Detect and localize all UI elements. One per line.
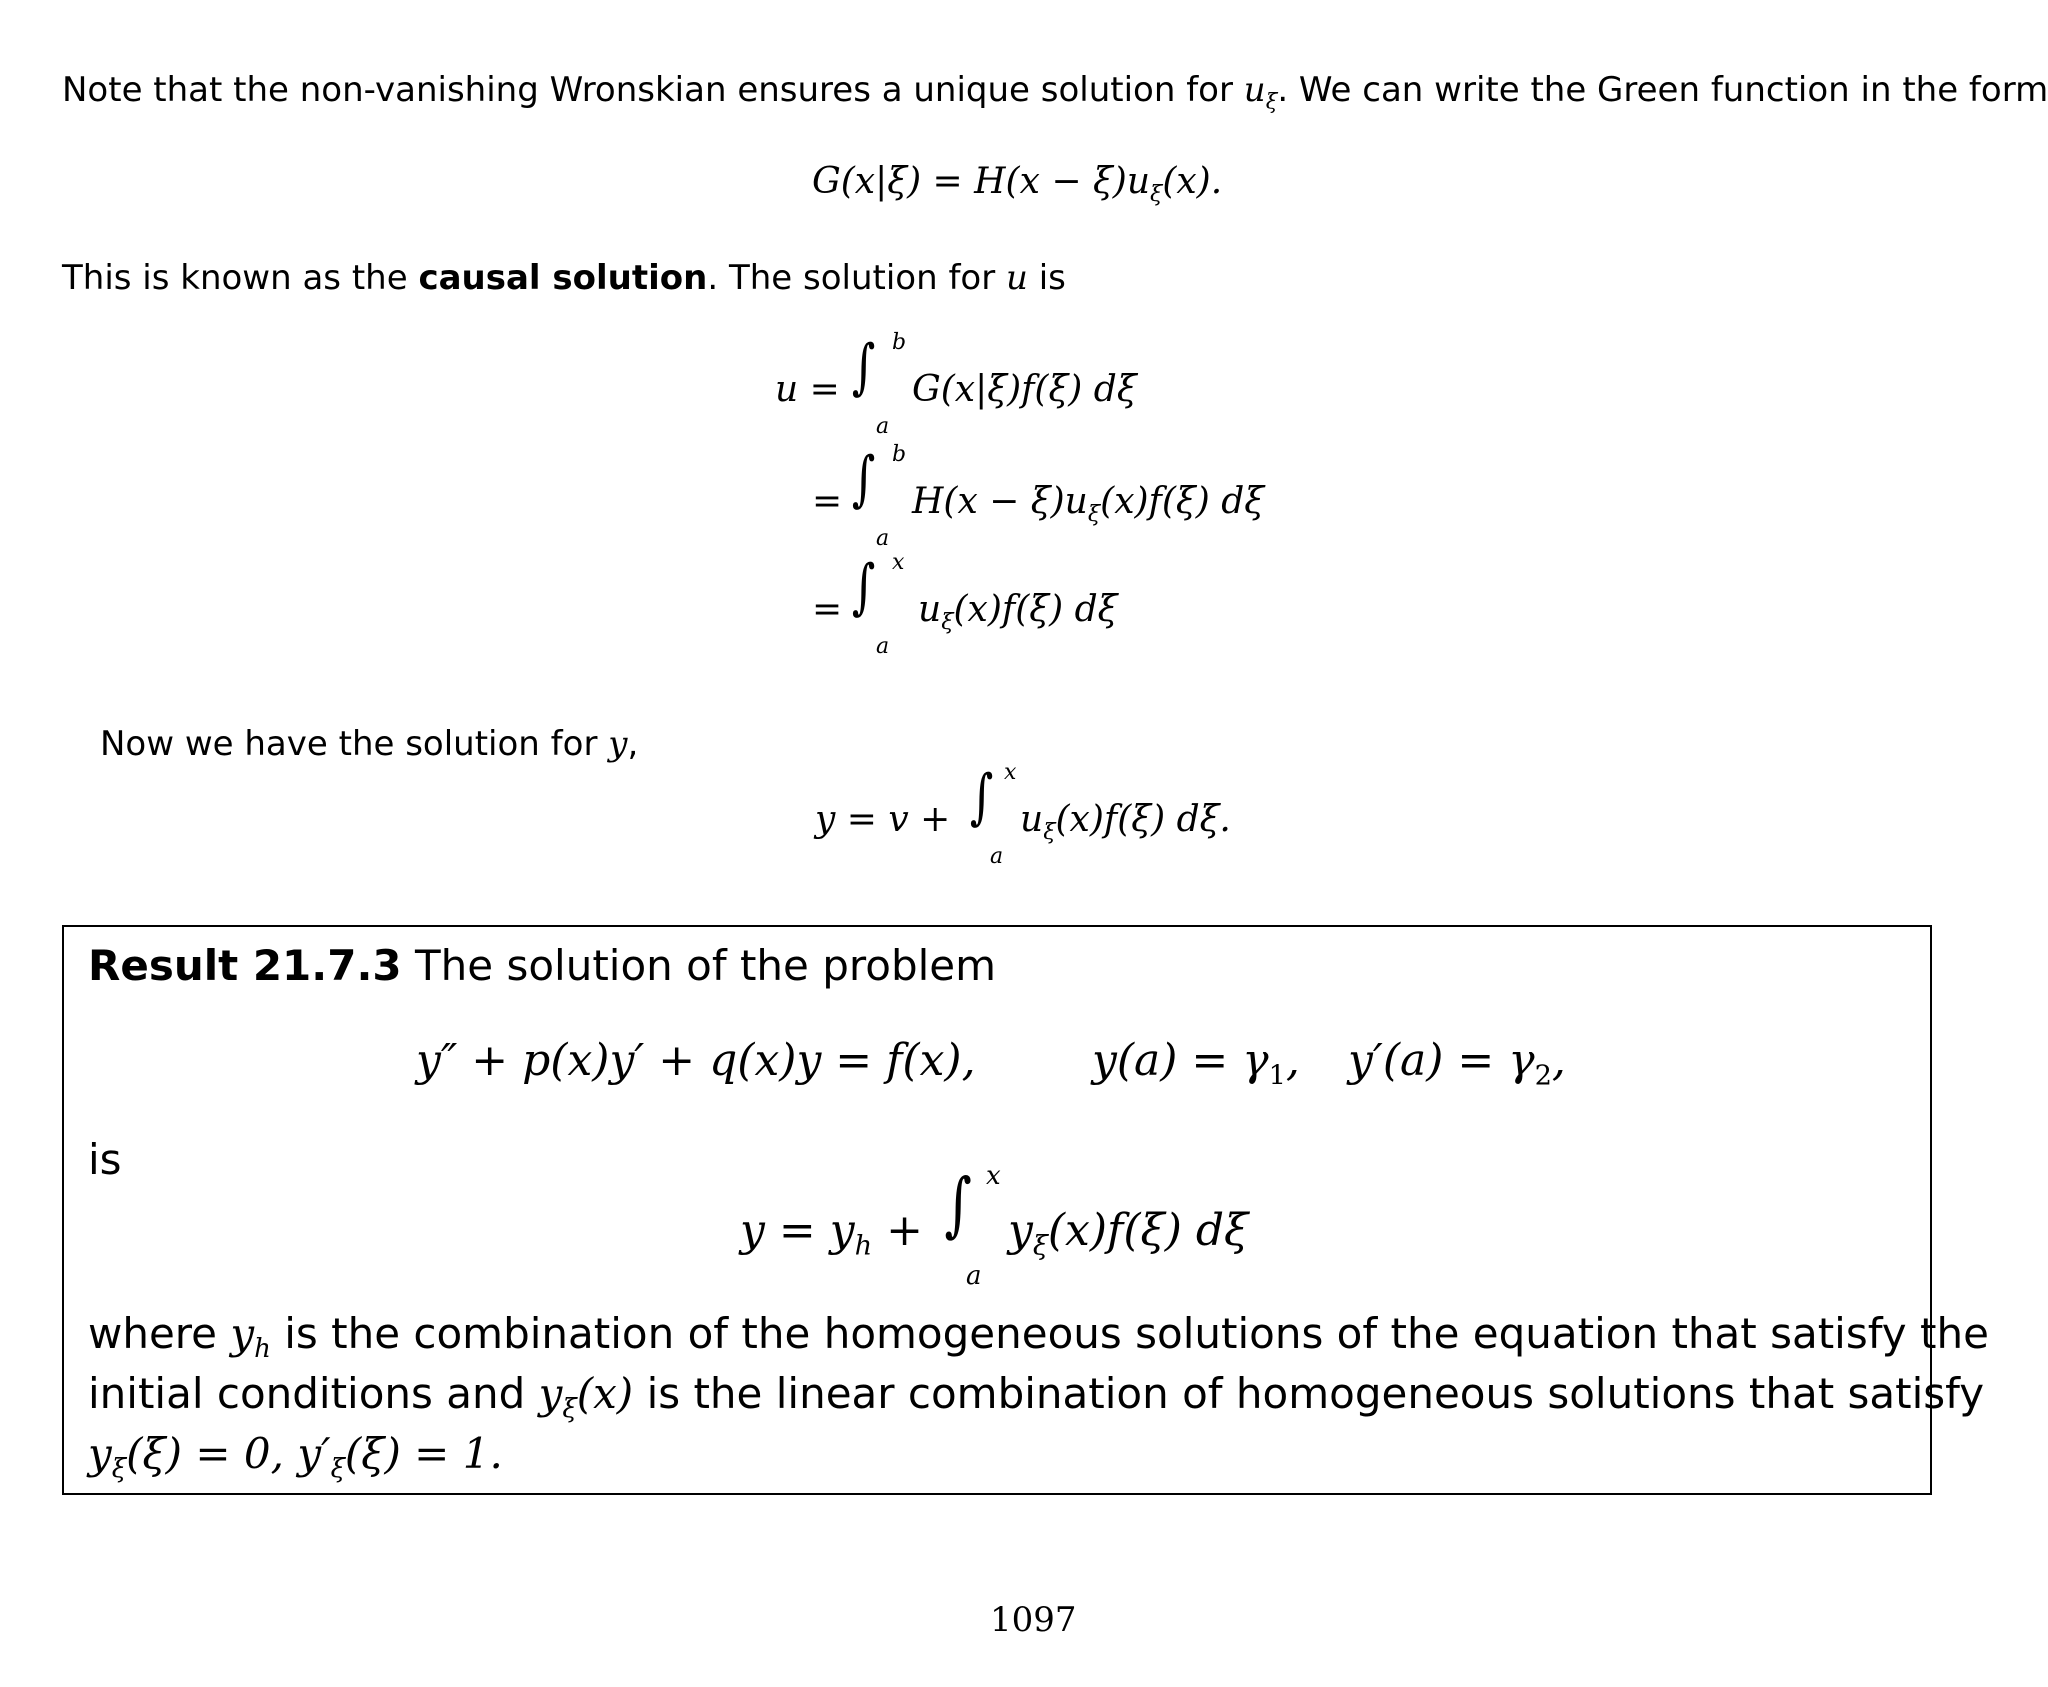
eq2-eq3: = [812, 589, 843, 630]
integral-lower-a: a [966, 1261, 982, 1291]
integral-sign: ∫ [944, 1163, 972, 1245]
integral-sign: ∫ [851, 332, 876, 402]
bold-causal-solution: causal solution [418, 258, 708, 298]
result-box [62, 925, 1989, 1495]
var-yxi: $y_\xi(x)$ [538, 1369, 634, 1425]
para1-text-b: . We can write the Green function in the form [1277, 70, 2048, 110]
eq2-line1: G(x|ξ)f(ξ) dξ [912, 369, 1137, 410]
integral-upper-x: x [986, 1161, 1001, 1191]
paragraph-wronskian [62, 70, 2048, 121]
result-ode: y″ + p(x)y′ + q(x)y = f(x), [416, 1035, 976, 1086]
integral-sign: ∫ [851, 552, 876, 622]
result-ic1: $y(a) = \gamma_1$, [1092, 1035, 1300, 1092]
result-heading [88, 941, 996, 991]
result-line1: where $y_h$ is the combination of the homogeneous solutions of the equation that satisfy the [88, 1309, 1989, 1365]
integral-lower-a: a [876, 634, 890, 659]
paragraph-solution-y: Now we have the solution for y, [100, 724, 639, 764]
result-label: Result 21.7.3 [88, 941, 402, 990]
integral-upper-x: x [892, 550, 905, 575]
eq2-lhs: u = [775, 369, 840, 410]
var-u: $u_\xi$ [1243, 70, 1278, 114]
integral-lower-a: a [876, 526, 890, 551]
eq3-body: $u_\xi(x)f(\xi)$ dξ. [1020, 799, 1231, 845]
integral-upper-b: b [892, 330, 907, 355]
integral-lower-a: a [990, 844, 1004, 869]
equation-green-function: $G(x|\xi) = H(x - \xi)u_\xi(x)$. [812, 161, 1223, 207]
result-sol-body: $y_\xi(x)f(\xi)$ dξ [1008, 1205, 1249, 1262]
eq2-eq2: = [812, 481, 843, 522]
eq2-line3: $u_\xi(x)f(\xi)$ dξ [918, 589, 1118, 635]
eq3-lhs: y = v + [815, 799, 951, 840]
integral-lower-a: a [876, 414, 890, 439]
result-is: is [88, 1135, 122, 1184]
result-line3: $y_\xi(\xi) = 0$, $y'_\xi(\xi) = 1$. [88, 1429, 503, 1485]
result-ic2: $y'(a) = \gamma_2$, [1348, 1035, 1566, 1092]
integral-upper-b: b [892, 442, 907, 467]
eq2-line2: $H(x - \xi)u_\xi(x)f(\xi)$ dξ [912, 481, 1265, 527]
page-number: 1097 [990, 1600, 1077, 1640]
var-yh: $y_h$ [230, 1309, 271, 1365]
integral-sign: ∫ [851, 444, 876, 514]
para1-text-a: Note that the non-vanishing Wronskian ensures a unique solution for [62, 70, 1233, 110]
paragraph-causal: This is known as the causal solution. The solution for u is [62, 258, 1066, 298]
result-intro: The solution of the problem [415, 941, 997, 990]
result-sol-lhs: $y = y_h$ + [740, 1205, 923, 1262]
result-line2: initial conditions and $y_\xi(x)$ is the linear combination of homogeneous solutions that satisfy [88, 1369, 1985, 1425]
integral-sign: ∫ [969, 762, 994, 832]
integral-upper-x: x [1004, 760, 1017, 785]
